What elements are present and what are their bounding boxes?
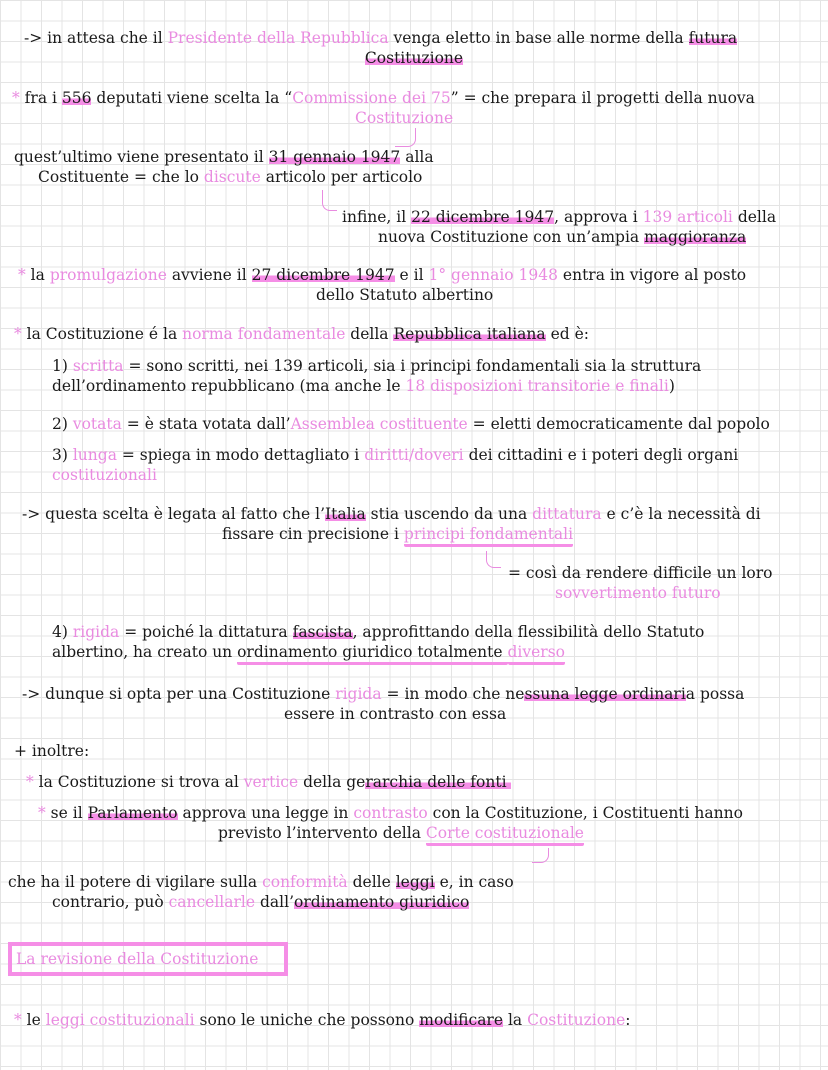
arrow-connector: [322, 190, 337, 211]
line-20: sovvertimento futuro: [555, 584, 721, 602]
line-15: 3) lunga = spiega in modo dettagliato i diritti/doveri dei cittadini e i poteri degli organi: [52, 446, 739, 464]
line-22: albertino, ha creato un ordinamento giuridico totalmente diverso: [52, 642, 565, 662]
line-21: 4) rigida = poiché la dittatura fascista, approfittando della flessibilità dello Statuto: [52, 623, 705, 641]
line-18: fissare cin precisione i principi fondamentali: [222, 524, 573, 544]
line-12: 1) scritta = sono scritti, nei 139 articoli, sia i principi fondamentali sia la struttura: [52, 357, 702, 375]
line-7: infine, il 22 dicembre 1947, approva i 139 articoli della: [342, 208, 777, 226]
line-28: previsto l’intervento della Corte costituzionale: [218, 823, 584, 843]
line-3: * fra i 556 deputati viene scelta la “Commissione dei 75” = che prepara il progetti della nuova: [12, 89, 755, 107]
line-2: Costituzione: [364, 49, 464, 67]
line-16: costituzionali: [52, 466, 157, 484]
line-29: che ha il potere di vigilare sulla conformità delle leggi e, in caso: [8, 873, 514, 891]
line-5: quest’ultimo viene presentato il 31 gennaio 1947 alla: [14, 148, 434, 166]
section-heading: [8, 942, 288, 976]
line-13: dell’ordinamento repubblicano (ma anche le 18 disposizioni transitorie e finali): [52, 377, 675, 395]
line-24: essere in contrasto con essa: [284, 705, 507, 723]
line-17: -> questa scelta è legata al fatto che l’Italia stia uscendo da una dittatura e c’è la necessità di: [22, 505, 761, 523]
arrow-connector: [486, 551, 501, 568]
line-14: 2) votata = è stata votata dall’Assemblea costituente = eletti democraticamente dal popolo: [52, 415, 770, 433]
line-9: * la promulgazione avviene il 27 dicembre 1947 e il 1° gennaio 1948 entra in vigore al posto: [18, 266, 747, 284]
line-1: -> in attesa che il Presidente della Repubblica venga eletto in base alle norme della futura: [24, 29, 738, 47]
line-10: dello Statuto albertino: [316, 286, 494, 304]
line-19: = così da rendere difficile un loro: [508, 564, 773, 582]
line-31: * le leggi costituzionali sono le uniche che possono modificare la Costituzione:: [14, 1011, 631, 1029]
line-23: -> dunque si opta per una Costituzione rigida = in modo che nessuna legge ordinaria possa: [22, 685, 745, 703]
line-11: * la Costituzione é la norma fondamentale della Repubblica italiana ed è:: [14, 325, 590, 343]
arrow-connector: [395, 128, 416, 147]
line-25: + inoltre:: [14, 742, 90, 760]
line-6: Costituente = che lo discute articolo per articolo: [38, 168, 423, 186]
line-8: nuova Costituzione con un’ampia maggioranza: [378, 228, 747, 246]
section-heading-text: La revisione della Costituzione: [16, 950, 259, 968]
line-30: contrario, può cancellarle dall’ordinamento giuridico: [52, 893, 470, 911]
arrow-connector: [532, 848, 549, 863]
line-26: * la Costituzione si trova al vertice della gerarchia delle fonti: [26, 772, 511, 792]
line-4: Costituzione: [355, 109, 454, 127]
line-27: * se il Parlamento approva una legge in contrasto con la Costituzione, i Costituenti hanno: [38, 804, 743, 822]
